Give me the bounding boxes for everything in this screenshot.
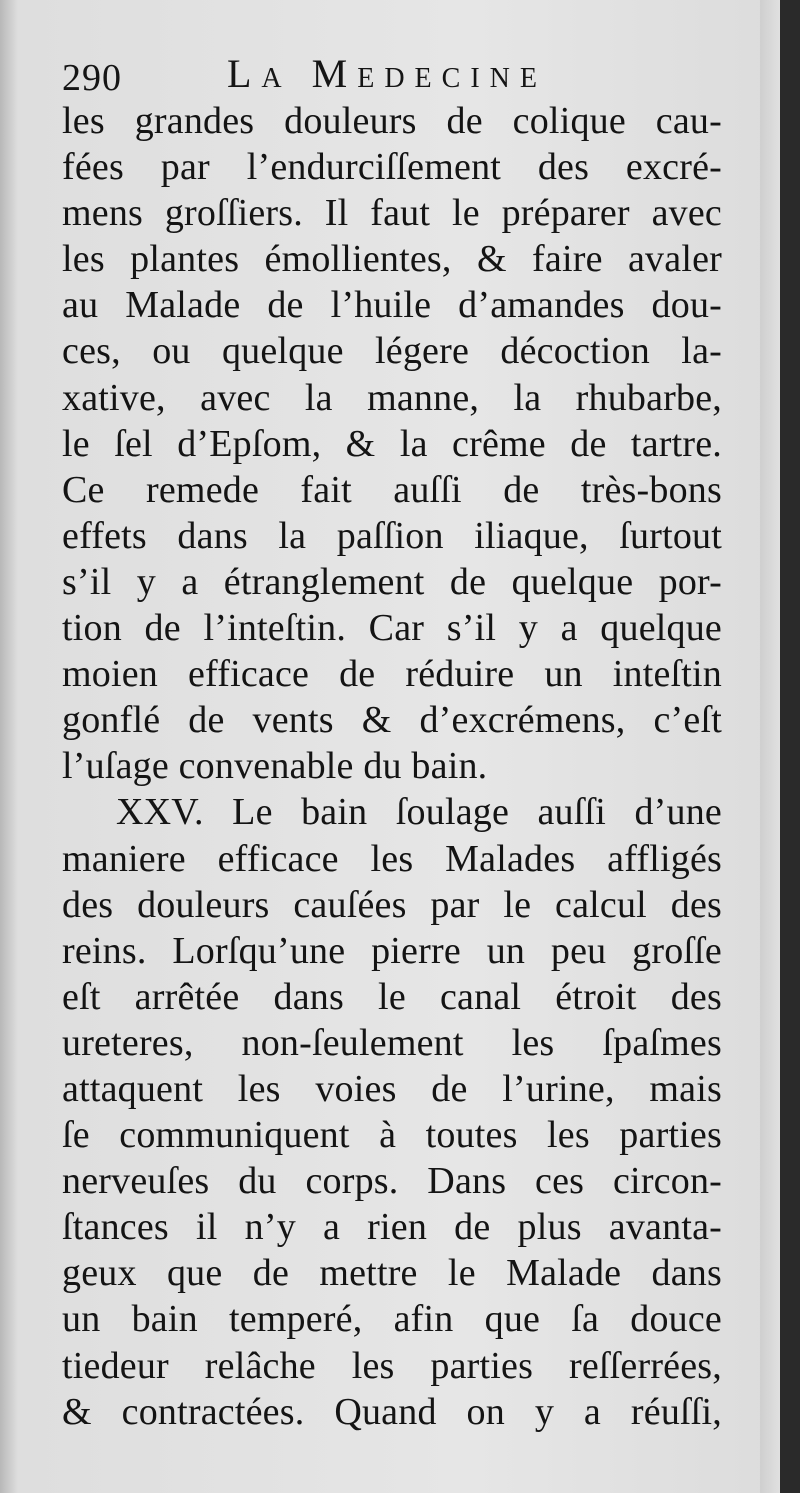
text-line: XXV. Le bain ſoulage auſſi d’une xyxy=(116,791,722,834)
text-line: & contractées. Quand on y a réuſſi, xyxy=(62,1390,722,1433)
page-number: 290 xyxy=(62,57,122,99)
text-line: reins. Lorſqu’une pierre un peu groſſe xyxy=(62,929,722,972)
text-line: nerveuſes du corps. Dans ces circon- xyxy=(62,1160,722,1203)
text-line: attaquent les voies de l’urine, mais xyxy=(62,1067,722,1110)
body-text xyxy=(62,98,722,1435)
text-line: maniere efficace les Malades affligés xyxy=(62,837,722,880)
page-edge xyxy=(760,0,780,1493)
text-line: fées par l’endurciſſement des excré- xyxy=(62,146,722,189)
text-line: moien efficace de réduire un inteſtin xyxy=(62,653,722,696)
text-line: eſt arrêtée dans le canal étroit des xyxy=(62,975,722,1018)
text-line: un bain temperé, afin que ſa douce xyxy=(62,1298,722,1341)
text-line: les grandes douleurs de colique cau- xyxy=(62,100,722,142)
text-line: ces, ou quelque légere décoction la- xyxy=(62,330,722,373)
text-line: le ſel d’Epſom, & la crême de tartre. xyxy=(62,422,722,465)
text-line: effets dans la paſſion iliaque, ſurtout xyxy=(62,514,722,557)
page-header xyxy=(62,50,762,100)
text-line: les plantes émollientes, & faire avaler xyxy=(62,238,722,281)
text-line: l’uſage convenable du bain. xyxy=(62,745,488,788)
text-line: tiedeur relâche les parties reſſerrées, xyxy=(62,1344,722,1387)
text-line: tion de l’inteſtin. Car s’il y a quelque xyxy=(62,607,722,650)
text-line: mens groſſiers. Il faut le préparer avec xyxy=(62,192,722,235)
text-line: au Malade de l’huile d’amandes dou- xyxy=(62,284,722,327)
text-line: Ce remede fait auſſi de très-bons xyxy=(62,468,722,511)
running-head: La Medecine xyxy=(227,51,547,96)
text-line: xative, avec la manne, la rhubarbe, xyxy=(62,376,722,419)
text-line: s’il y a étranglement de quelque por- xyxy=(62,560,722,603)
text-line: ſtances il n’y a rien de plus avanta- xyxy=(62,1206,722,1249)
text-line: ureteres, non-ſeulement les ſpaſmes xyxy=(62,1021,722,1064)
text-line: geux que de mettre le Malade dans xyxy=(62,1252,722,1295)
text-line: des douleurs cauſées par le calcul des xyxy=(62,883,722,926)
text-line: gonflé de vents & d’excrémens, c’eſt xyxy=(62,699,722,742)
text-line: ſe communiquent à toutes les parties xyxy=(62,1114,722,1157)
